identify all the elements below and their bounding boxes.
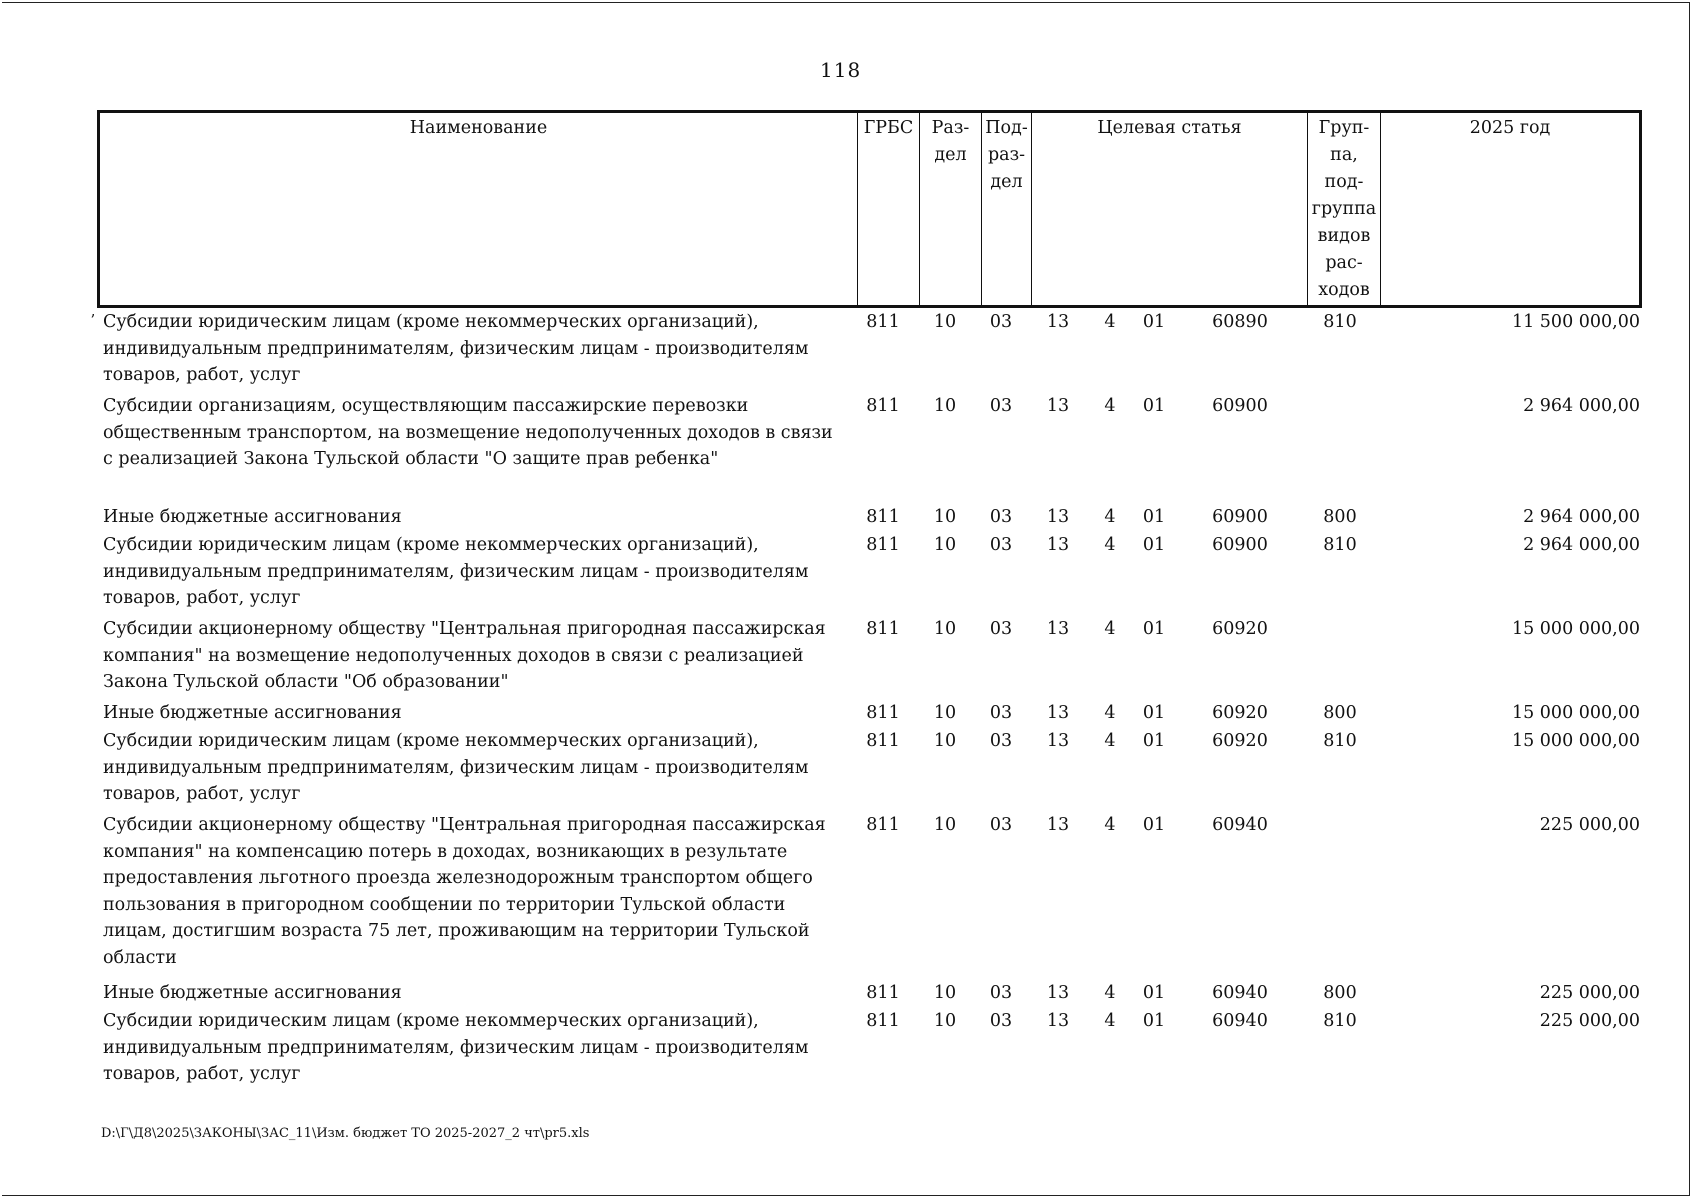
page-number: 118 [820, 58, 862, 82]
header-target: Целевая статья [1032, 113, 1308, 305]
header-razdel: Раз- дел [920, 113, 982, 305]
header-name: Наименование [100, 113, 858, 305]
header-podrazdel: Под- раз- дел [982, 113, 1032, 305]
check-mark: ʼ [90, 311, 95, 329]
footer-file-path: D:\Г\Д8\2025\ЗАКОНЫ\ЗАС_11\Изм. бюджет ТО 2025-2027_2 чт\pr5.xls [101, 1126, 590, 1141]
header-group: Груп- па, под- группа видов рас- ходов [1308, 113, 1381, 305]
table-header [97, 110, 1642, 308]
header-year: 2025 год [1469, 118, 1551, 138]
header-grbs: ГРБС [858, 113, 920, 305]
